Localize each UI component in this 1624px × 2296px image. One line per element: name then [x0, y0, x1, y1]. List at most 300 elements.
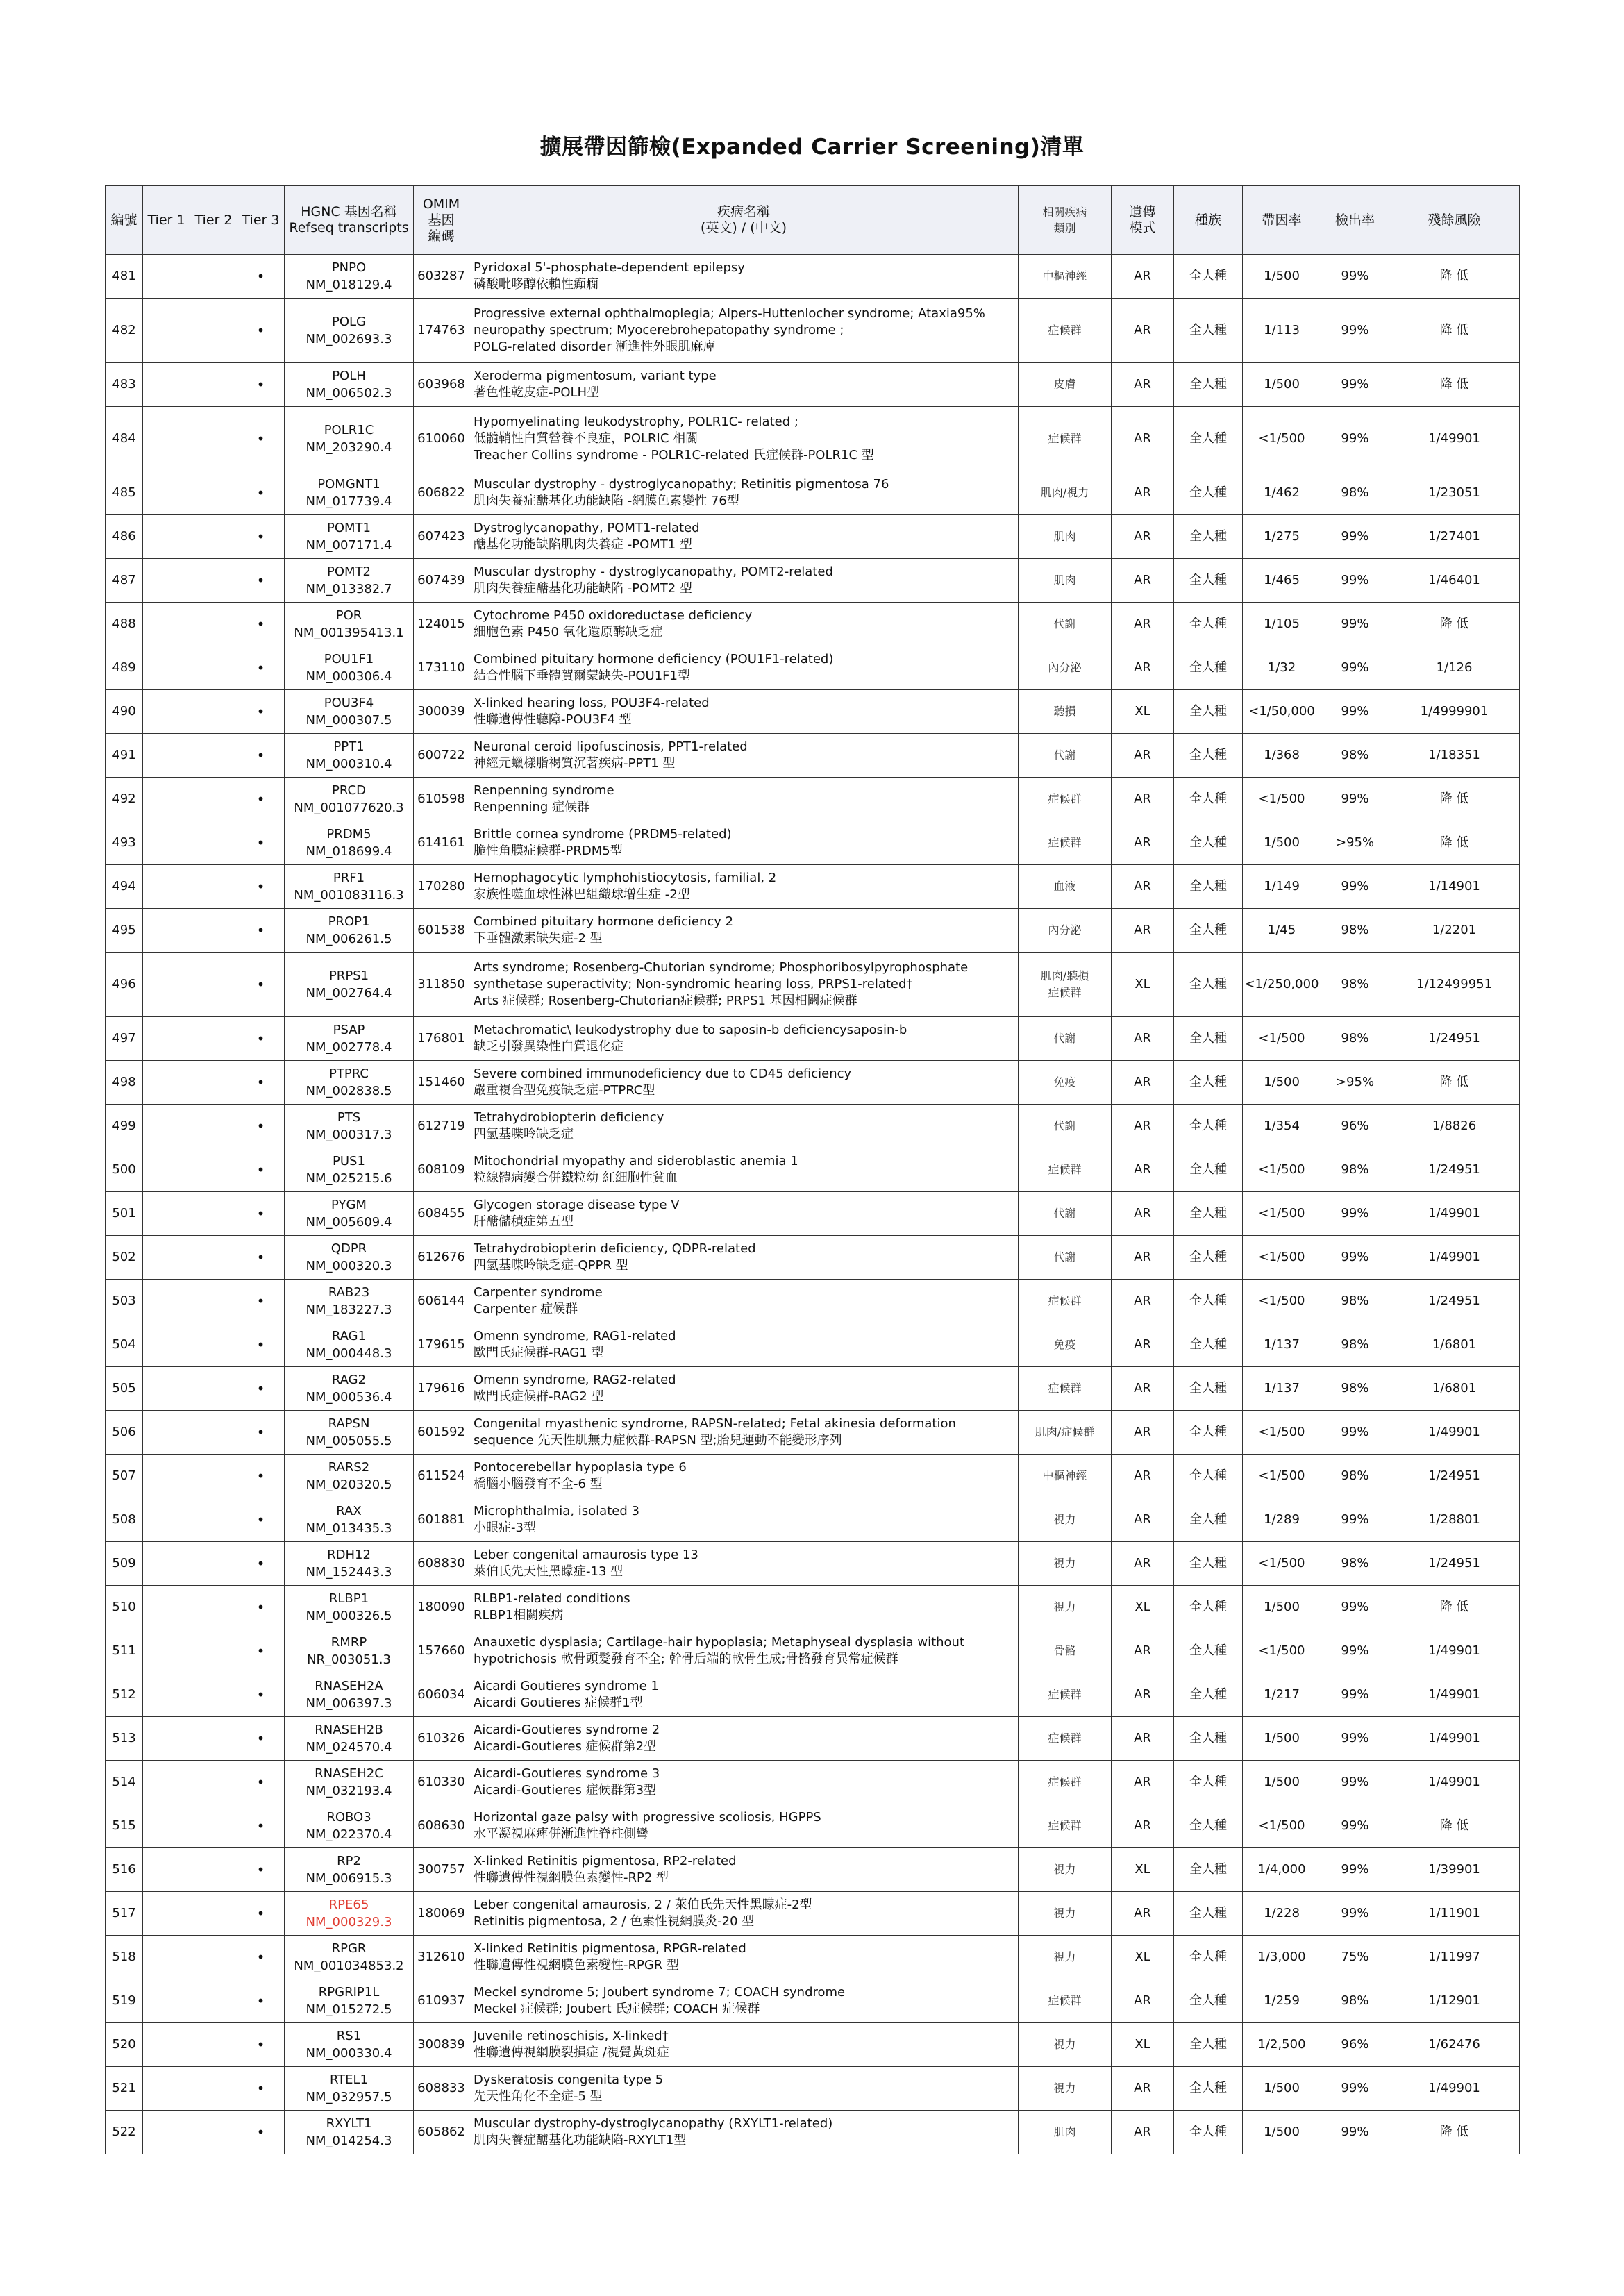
gene-cell [285, 690, 414, 734]
row-number: 507 [106, 1455, 143, 1498]
inheritance-cell: AR [1112, 1236, 1174, 1280]
tier3-bullet: • [237, 407, 285, 471]
disease-cell [469, 778, 1019, 821]
carrier-frequency-cell: 1/500 [1243, 821, 1321, 865]
gene-cell [285, 1892, 414, 1936]
detection-rate-cell: 99% [1321, 299, 1389, 363]
ethnicity-cell: 全人種 [1174, 1761, 1243, 1804]
row-number: 486 [106, 515, 143, 559]
gene-line: NM_013382.7 [305, 582, 392, 596]
category-line: 視力 [1053, 1600, 1076, 1614]
disease-line: Leber congenital amaurosis type 13 [474, 1548, 698, 1562]
disease-line: X-linked hearing loss, POU3F4-related [474, 696, 710, 710]
detection-rate-cell: 99% [1321, 2067, 1389, 2111]
disease-line: 性聯遺傳性視網膜色素變性-RP2 型 [474, 1870, 669, 1885]
table-row [106, 559, 1520, 603]
category-line: 視力 [1053, 1950, 1076, 1963]
gene-line: PUS1 [333, 1154, 365, 1168]
disease-line: synthetase superactivity; Non-syndromic hearing loss, PRPS1-related† [474, 977, 913, 991]
category-line: 肌肉 [1053, 2125, 1076, 2138]
category-line: 症候群 [1048, 324, 1082, 337]
category-cell [1019, 559, 1112, 603]
disease-line: Muscular dystrophy-dystroglycanopathy (RXYLT1-related) [474, 2116, 833, 2131]
inheritance-cell: XL [1112, 1848, 1174, 1892]
disease-line: Hypomyelinating leukodystrophy, POLR1C- related ; [474, 414, 798, 429]
detection-rate-cell: 99% [1321, 407, 1389, 471]
carrier-frequency-cell: <1/500 [1243, 1280, 1321, 1323]
category-cell [1019, 1629, 1112, 1673]
residual-risk-cell: 1/23051 [1389, 471, 1520, 515]
carrier-frequency-cell: 1/354 [1243, 1105, 1321, 1148]
disease-line: 萊伯氏先天性黑矇症-13 型 [474, 1564, 623, 1579]
disease-line: 肌肉失養症醣基化功能缺陷 -網膜色素變性 76型 [474, 494, 739, 508]
carrier-frequency-cell: <1/500 [1243, 1629, 1321, 1673]
row-number: 503 [106, 1280, 143, 1323]
detection-rate-cell: 98% [1321, 1367, 1389, 1411]
gene-line: PSAP [333, 1023, 365, 1037]
gene-cell [285, 515, 414, 559]
disease-line: Metachromatic\ leukodystrophy due to saposin-b deficiencysaposin-b [474, 1023, 907, 1037]
residual-risk-cell: 1/12499951 [1389, 953, 1520, 1017]
tier1-cell [143, 1717, 190, 1761]
gene-cell [285, 1236, 414, 1280]
header-category [1019, 186, 1112, 255]
gene-line: NM_000536.4 [305, 1390, 392, 1405]
tier2-cell [190, 1498, 237, 1542]
tier1-cell [143, 865, 190, 909]
gene-line: NM_006261.5 [305, 932, 392, 946]
omim-code: 601538 [414, 909, 469, 953]
inheritance-cell: AR [1112, 255, 1174, 299]
tier1-cell [143, 1236, 190, 1280]
tier3-bullet: • [237, 1148, 285, 1192]
table-row [106, 778, 1520, 821]
tier3-bullet: • [237, 778, 285, 821]
residual-risk-cell: 1/49901 [1389, 1629, 1520, 1673]
omim-code: 157660 [414, 1629, 469, 1673]
tier1-cell [143, 1148, 190, 1192]
disease-line: Meckel syndrome 5; Joubert syndrome 7; COACH syndrome [474, 1985, 846, 2000]
omim-code: 600722 [414, 734, 469, 778]
disease-line: Renpenning 症候群 [474, 800, 590, 814]
tier3-bullet: • [237, 471, 285, 515]
row-number: 522 [106, 2111, 143, 2154]
table-row [106, 1936, 1520, 1979]
disease-line: Renpenning syndrome [474, 783, 614, 798]
tier2-cell [190, 1979, 237, 2023]
omim-code: 614161 [414, 821, 469, 865]
gene-line: NM_013435.3 [305, 1521, 392, 1536]
disease-cell [469, 1455, 1019, 1498]
detection-rate-cell: 99% [1321, 559, 1389, 603]
tier1-cell [143, 1280, 190, 1323]
inheritance-cell: AR [1112, 1455, 1174, 1498]
tier2-cell [190, 1323, 237, 1367]
ethnicity-cell: 全人種 [1174, 1542, 1243, 1586]
carrier-frequency-cell: 1/45 [1243, 909, 1321, 953]
table-row [106, 1892, 1520, 1936]
gene-line: NM_006397.3 [305, 1696, 392, 1711]
category-line: 症候群 [1048, 1732, 1082, 1745]
gene-line: PNPO [331, 260, 367, 275]
tier1-cell [143, 1761, 190, 1804]
table-row [106, 1192, 1520, 1236]
gene-line: NM_005609.4 [305, 1215, 392, 1230]
row-number: 517 [106, 1892, 143, 1936]
omim-code: 612676 [414, 1236, 469, 1280]
disease-line: RLBP1相關疾病 [474, 1608, 564, 1623]
tier2-cell [190, 255, 237, 299]
ethnicity-cell: 全人種 [1174, 1498, 1243, 1542]
row-number: 513 [106, 1717, 143, 1761]
gene-line: POLG [332, 315, 366, 329]
category-line: 代謝 [1053, 1119, 1076, 1132]
inheritance-cell: AR [1112, 2067, 1174, 2111]
category-cell [1019, 778, 1112, 821]
detection-rate-cell: 96% [1321, 1105, 1389, 1148]
omim-code: 601592 [414, 1411, 469, 1455]
disease-cell [469, 1892, 1019, 1936]
row-number: 497 [106, 1017, 143, 1061]
tier1-cell [143, 299, 190, 363]
omim-code: 174763 [414, 299, 469, 363]
tier1-cell [143, 255, 190, 299]
header-omim-line: 基因 [428, 212, 455, 228]
disease-cell [469, 734, 1019, 778]
residual-risk-cell: 1/24951 [1389, 1542, 1520, 1586]
residual-risk-cell: 降 低 [1389, 299, 1520, 363]
disease-line: hypotrichosis 軟骨頭髮發育不全; 幹骨后端的軟骨生成;骨骼發育異常症候群 [474, 1652, 898, 1666]
gene-line: NM_000307.5 [305, 713, 392, 728]
tier3-bullet: • [237, 1105, 285, 1148]
tier3-bullet: • [237, 559, 285, 603]
detection-rate-cell: 98% [1321, 1148, 1389, 1192]
residual-risk-cell: 降 低 [1389, 821, 1520, 865]
disease-line: Tetrahydrobiopterin deficiency, QDPR-related [474, 1241, 756, 1256]
ethnicity-cell: 全人種 [1174, 407, 1243, 471]
inheritance-cell: AR [1112, 734, 1174, 778]
residual-risk-cell: 1/11901 [1389, 1892, 1520, 1936]
row-number: 516 [106, 1848, 143, 1892]
tier2-cell [190, 1411, 237, 1455]
disease-cell [469, 471, 1019, 515]
tier2-cell [190, 1148, 237, 1192]
ethnicity-cell: 全人種 [1174, 1979, 1243, 2023]
disease-line: Xeroderma pigmentosum, variant type [474, 369, 717, 383]
category-line: 代謝 [1053, 1250, 1076, 1264]
table-row [106, 2067, 1520, 2111]
disease-cell [469, 299, 1019, 363]
table-row [106, 1542, 1520, 1586]
gene-cell [285, 953, 414, 1017]
tier1-cell [143, 1498, 190, 1542]
tier3-bullet: • [237, 1848, 285, 1892]
gene-line: NM_001034853.2 [294, 1959, 404, 1973]
gene-cell [285, 2111, 414, 2154]
table-row [106, 734, 1520, 778]
tier1-cell [143, 1061, 190, 1105]
category-line: 症候群 [1048, 836, 1082, 849]
disease-line: 性聯遺傳視網膜裂損症 /視覺黃斑症 [474, 2045, 669, 2060]
disease-cell [469, 1192, 1019, 1236]
disease-cell [469, 1936, 1019, 1979]
ethnicity-cell: 全人種 [1174, 603, 1243, 646]
detection-rate-cell: 99% [1321, 646, 1389, 690]
gene-cell [285, 1673, 414, 1717]
disease-line: Omenn syndrome, RAG1-related [474, 1329, 676, 1343]
gene-cell [285, 471, 414, 515]
carrier-frequency-cell: <1/500 [1243, 1542, 1321, 1586]
gene-line: NM_025215.6 [305, 1171, 392, 1186]
inheritance-cell: AR [1112, 363, 1174, 407]
table-row [106, 1236, 1520, 1280]
tier3-bullet: • [237, 2111, 285, 2154]
header-omim-line: OMIM [422, 196, 460, 212]
category-cell [1019, 1586, 1112, 1629]
disease-line: Glycogen storage disease type V [474, 1198, 680, 1212]
gene-cell [285, 1629, 414, 1673]
tier3-bullet: • [237, 2067, 285, 2111]
disease-line: 嚴重複合型免疫缺乏症-PTPRC型 [474, 1083, 655, 1098]
inheritance-cell: AR [1112, 909, 1174, 953]
tier3-bullet: • [237, 1892, 285, 1936]
residual-risk-cell: 1/6801 [1389, 1323, 1520, 1367]
ethnicity-cell: 全人種 [1174, 1892, 1243, 1936]
disease-line: Cytochrome P450 oxidoreductase deficiency [474, 608, 753, 623]
gene-line: PRDM5 [326, 827, 371, 841]
residual-risk-cell: 降 低 [1389, 1804, 1520, 1848]
ethnicity-cell: 全人種 [1174, 1936, 1243, 1979]
table-row [106, 1979, 1520, 2023]
disease-line: 著色性乾皮症-POLH型 [474, 385, 600, 400]
disease-line: 歐門氏症候群-RAG1 型 [474, 1346, 604, 1360]
tier1-cell [143, 515, 190, 559]
disease-line: Combined pituitary hormone deficiency 2 [474, 914, 734, 929]
row-number: 492 [106, 778, 143, 821]
category-cell [1019, 1367, 1112, 1411]
tier2-cell [190, 1936, 237, 1979]
tier3-bullet: • [237, 2023, 285, 2067]
category-line: 視力 [1053, 1557, 1076, 1570]
category-line: 症候群 [1048, 792, 1082, 805]
category-cell [1019, 646, 1112, 690]
tier3-bullet: • [237, 1236, 285, 1280]
category-cell [1019, 1673, 1112, 1717]
ethnicity-cell: 全人種 [1174, 953, 1243, 1017]
detection-rate-cell: 98% [1321, 909, 1389, 953]
category-line: 代謝 [1053, 1207, 1076, 1220]
category-cell [1019, 821, 1112, 865]
tier3-bullet: • [237, 865, 285, 909]
disease-line: 性聯遺傳性聽障-POU3F4 型 [474, 712, 632, 727]
category-cell [1019, 1761, 1112, 1804]
tier1-cell [143, 603, 190, 646]
gene-line: PRPS1 [328, 969, 369, 983]
inheritance-cell: XL [1112, 690, 1174, 734]
disease-line: 橋腦小腦發育不全-6 型 [474, 1477, 603, 1491]
tier2-cell [190, 1236, 237, 1280]
row-number: 510 [106, 1586, 143, 1629]
disease-cell [469, 1017, 1019, 1061]
disease-line: 四氫基喋呤缺乏症 [474, 1127, 574, 1141]
tier3-bullet: • [237, 1979, 285, 2023]
header-disease-line: (英文) / (中文) [700, 220, 787, 235]
disease-line: X-linked Retinitis pigmentosa, RPGR-related [474, 1941, 746, 1956]
disease-cell [469, 1280, 1019, 1323]
disease-line: Juvenile retinoschisis, X-linked† [474, 2029, 669, 2043]
omim-code: 179615 [414, 1323, 469, 1367]
gene-cell [285, 1192, 414, 1236]
detection-rate-cell: 99% [1321, 363, 1389, 407]
detection-rate-cell: 99% [1321, 1848, 1389, 1892]
header-detection-rate: 檢出率 [1321, 186, 1389, 255]
residual-risk-cell: 降 低 [1389, 603, 1520, 646]
row-number: 515 [106, 1804, 143, 1848]
carrier-frequency-cell: <1/50,000 [1243, 690, 1321, 734]
ethnicity-cell: 全人種 [1174, 515, 1243, 559]
carrier-frequency-cell: 1/113 [1243, 299, 1321, 363]
gene-line: PPT1 [333, 739, 365, 754]
disease-line: Retinitis pigmentosa, 2 / 色素性視網膜炎-20 型 [474, 1914, 755, 1929]
tier1-cell [143, 2023, 190, 2067]
disease-line: X-linked Retinitis pigmentosa, RP2-related [474, 1854, 737, 1868]
tier1-cell [143, 646, 190, 690]
inheritance-cell: AR [1112, 1498, 1174, 1542]
tier3-bullet: • [237, 1804, 285, 1848]
residual-risk-cell: 1/24951 [1389, 1148, 1520, 1192]
tier2-cell [190, 515, 237, 559]
disease-cell [469, 2023, 1019, 2067]
omim-code: 180069 [414, 1892, 469, 1936]
disease-line: Carpenter syndrome [474, 1285, 603, 1300]
inheritance-cell: AR [1112, 471, 1174, 515]
disease-line: 神經元蠟樣脂褐質沉著疾病-PPT1 型 [474, 756, 676, 771]
ethnicity-cell: 全人種 [1174, 1105, 1243, 1148]
gene-cell [285, 1411, 414, 1455]
tier2-cell [190, 1455, 237, 1498]
table-row [106, 865, 1520, 909]
omim-code: 601881 [414, 1498, 469, 1542]
ethnicity-cell: 全人種 [1174, 559, 1243, 603]
row-number: 499 [106, 1105, 143, 1148]
tier1-cell [143, 1629, 190, 1673]
category-cell [1019, 1498, 1112, 1542]
gene-line: NM_001077620.3 [294, 801, 404, 815]
header-disease-line: 疾病名稱 [717, 204, 770, 219]
disease-cell [469, 1148, 1019, 1192]
inheritance-cell: AR [1112, 515, 1174, 559]
residual-risk-cell: 1/24951 [1389, 1455, 1520, 1498]
disease-line: 結合性腦下垂體賀爾蒙缺失-POU1F1型 [474, 669, 690, 683]
residual-risk-cell: 1/27401 [1389, 515, 1520, 559]
row-number: 482 [106, 299, 143, 363]
detection-rate-cell: 99% [1321, 1892, 1389, 1936]
tier1-cell [143, 1804, 190, 1848]
table-row [106, 299, 1520, 363]
gene-line: PROP1 [328, 914, 370, 929]
omim-code: 176801 [414, 1017, 469, 1061]
disease-line: 四氫基喋呤缺乏症-QPPR 型 [474, 1258, 628, 1273]
row-number: 491 [106, 734, 143, 778]
gene-cell [285, 1936, 414, 1979]
gene-line: NM_006502.3 [305, 386, 392, 401]
detection-rate-cell: 99% [1321, 865, 1389, 909]
gene-cell [285, 299, 414, 363]
disease-cell [469, 1323, 1019, 1367]
category-line: 聽損 [1053, 705, 1076, 718]
tier3-bullet: • [237, 1455, 285, 1498]
header-tier2: Tier 2 [190, 186, 237, 255]
disease-line: 肌肉失養症醣基化功能缺陷 -POMT2 型 [474, 581, 692, 596]
gene-line: NM_001083116.3 [294, 888, 404, 903]
inheritance-cell: XL [1112, 1586, 1174, 1629]
gene-cell [285, 646, 414, 690]
disease-line: 脆性角膜症候群-PRDM5型 [474, 844, 623, 858]
omim-code: 610937 [414, 1979, 469, 2023]
gene-line: NM_032193.4 [305, 1784, 392, 1798]
gene-line: NM_000329.3 [305, 1915, 392, 1929]
carrier-frequency-cell: 1/275 [1243, 515, 1321, 559]
disease-cell [469, 2067, 1019, 2111]
row-number: 494 [106, 865, 143, 909]
header-inheritance-line: 遺傳 [1129, 204, 1156, 219]
gene-line: RMRP [330, 1635, 367, 1650]
detection-rate-cell: 99% [1321, 1804, 1389, 1848]
detection-rate-cell: 99% [1321, 2111, 1389, 2154]
tier3-bullet: • [237, 1629, 285, 1673]
disease-line: Meckel 症候群; Joubert 氏症候群; COACH 症候群 [474, 2002, 760, 2016]
ethnicity-cell: 全人種 [1174, 2111, 1243, 2154]
category-cell [1019, 363, 1112, 407]
gene-line: NM_017739.4 [305, 494, 392, 509]
inheritance-cell: AR [1112, 1673, 1174, 1717]
row-number: 495 [106, 909, 143, 953]
residual-risk-cell: 1/18351 [1389, 734, 1520, 778]
disease-line: Treacher Collins syndrome - POLR1C-related 氏症候群-POLR1C 型 [474, 448, 874, 462]
disease-cell [469, 407, 1019, 471]
category-line: 視力 [1053, 2038, 1076, 2051]
gene-cell [285, 2023, 414, 2067]
inheritance-cell: AR [1112, 1717, 1174, 1761]
category-cell [1019, 1280, 1112, 1323]
disease-cell [469, 1236, 1019, 1280]
table-row [106, 646, 1520, 690]
gene-cell [285, 909, 414, 953]
disease-cell [469, 909, 1019, 953]
gene-line: NM_032957.5 [305, 2090, 392, 2104]
category-line: 肌肉/症候群 [1035, 1425, 1095, 1439]
inheritance-cell: AR [1112, 299, 1174, 363]
table-row [106, 1498, 1520, 1542]
gene-line: POMT1 [327, 521, 371, 535]
inheritance-cell: AR [1112, 603, 1174, 646]
carrier-frequency-cell: <1/250,000 [1243, 953, 1321, 1017]
table-row [106, 515, 1520, 559]
category-line: 症候群 [1048, 1819, 1082, 1832]
residual-risk-cell: 1/49901 [1389, 1673, 1520, 1717]
disease-line: Pyridoxal 5'-phosphate-dependent epilepsy [474, 260, 745, 275]
table-row [106, 1717, 1520, 1761]
disease-line: 歐門氏症候群-RAG2 型 [474, 1389, 604, 1404]
gene-line: RXYLT1 [326, 2116, 372, 2131]
inheritance-cell: AR [1112, 1192, 1174, 1236]
tier3-bullet: • [237, 1411, 285, 1455]
gene-cell [285, 1586, 414, 1629]
category-cell [1019, 1455, 1112, 1498]
carrier-frequency-cell: 1/500 [1243, 1586, 1321, 1629]
inheritance-cell: AR [1112, 821, 1174, 865]
table-row [106, 363, 1520, 407]
